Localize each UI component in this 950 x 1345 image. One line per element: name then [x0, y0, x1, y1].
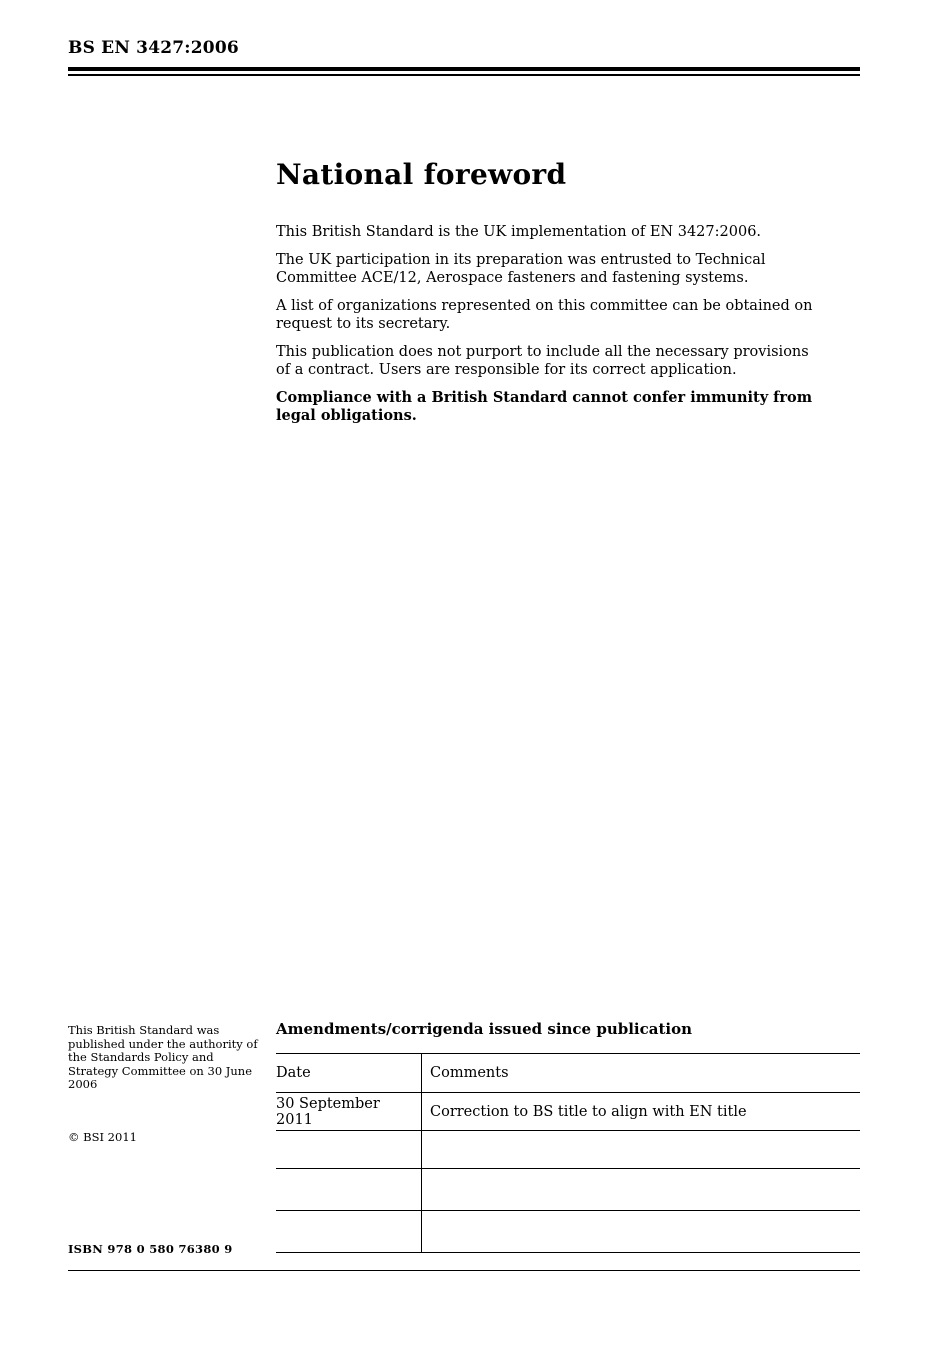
table-row: [276, 1211, 860, 1253]
header-rule-thick: [68, 67, 860, 71]
compliance-notice: Compliance with a British Standard cannot confer immunity from legal obligations.: [276, 388, 813, 424]
amendment-date: 30 September 2011: [276, 1093, 422, 1131]
amendment-comment: Correction to BS title to align with EN title: [422, 1093, 861, 1131]
amendment-date: [276, 1169, 422, 1211]
table-row: [276, 1169, 860, 1211]
foreword-paragraph: A list of organizations represented on this committee can be obtained on request to its secretary.: [276, 297, 813, 332]
amendment-comment: [422, 1211, 861, 1253]
amendment-comment: [422, 1131, 861, 1169]
publication-note: This British Standard was published under the authority of the Standards Policy and Strategy Committee on 30 June 2006: [68, 1023, 258, 1091]
amendment-date: [276, 1211, 422, 1253]
foreword-paragraph: This publication does not purport to include all the necessary provisions of a contract. Users are responsible for its correct application.: [276, 343, 809, 378]
table-row: [276, 1093, 860, 1131]
column-header-comments: Comments: [422, 1054, 861, 1093]
amendment-comment: [422, 1169, 861, 1211]
national-foreword-section: [276, 158, 816, 435]
isbn: ISBN 978 0 580 76380 9: [68, 1242, 233, 1256]
table-header-row: [276, 1054, 860, 1093]
amendments-title: Amendments/corrigenda issued since publication: [276, 1020, 692, 1038]
foreword-title: National foreword: [276, 158, 567, 191]
foreword-paragraph: This British Standard is the UK implementation of EN 3427:2006.: [276, 224, 762, 240]
amendment-date: [276, 1131, 422, 1169]
table-row: [276, 1131, 860, 1169]
foreword-paragraph: The UK participation in its preparation was entrusted to Technical Committee ACE/12, Aerospace fasteners and fastening systems.: [276, 251, 766, 286]
document-id: BS EN 3427:2006: [68, 38, 239, 58]
footer-rule: [68, 1270, 860, 1271]
header-rule-thin: [68, 74, 860, 76]
column-header-date: Date: [276, 1054, 422, 1093]
copyright-notice: © BSI 2011: [68, 1130, 137, 1144]
amendments-table: [276, 1053, 860, 1253]
